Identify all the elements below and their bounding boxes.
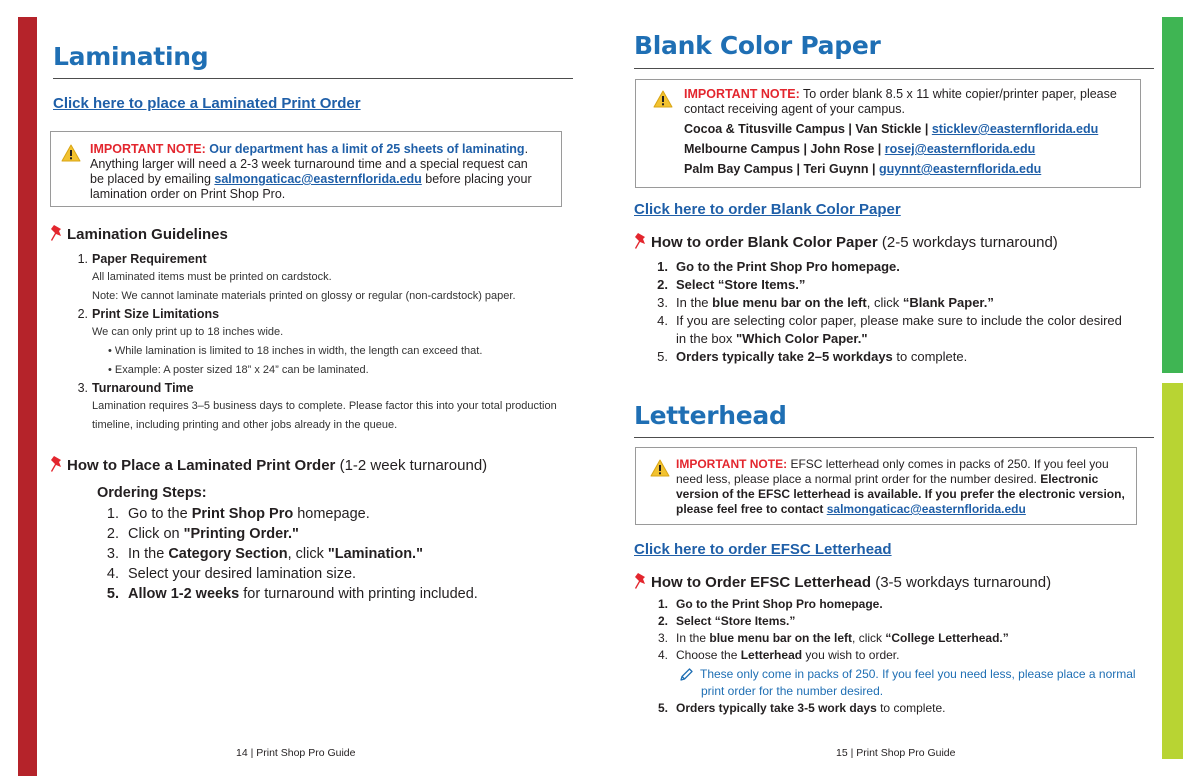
note-text: need less, please place a normal print order for the number desired. — [676, 472, 1037, 486]
step-num: 1. — [657, 597, 668, 611]
laminating-divider — [53, 78, 573, 79]
step-item — [648, 348, 1122, 366]
letterhead-steps — [648, 596, 1136, 717]
campus-contact — [684, 142, 1134, 157]
step-bold: blue menu bar on the left — [712, 295, 867, 310]
pushpin-icon — [50, 224, 64, 242]
step-item — [97, 584, 478, 604]
step-text: for turnaround with printing included. — [239, 586, 478, 602]
page-footer-right: 15 | Print Shop Pro Guide — [836, 747, 956, 759]
step-bold: "Lamination." — [327, 546, 423, 562]
guideline-num: 2. — [77, 307, 88, 321]
blank-howto-heading-text: How to order Blank Color Paper — [651, 234, 878, 251]
note-bold: please feel free to contact — [676, 502, 824, 516]
step-item — [97, 564, 478, 584]
step-text: , click — [852, 631, 886, 645]
step-num: 5. — [657, 349, 668, 364]
guideline-item — [72, 306, 557, 323]
letterhead-note-box — [635, 447, 1137, 525]
note-limit-text: Our department has a limit of 25 sheets of laminating — [209, 142, 525, 156]
pushpin-icon — [634, 232, 648, 250]
step-item — [97, 524, 478, 544]
blank-paper-divider — [634, 68, 1154, 69]
warning-icon — [650, 459, 670, 477]
step-num: 4. — [657, 313, 668, 328]
note-line-4: lamination order on Print Shop Pro. — [90, 187, 286, 201]
step-num: 4. — [106, 566, 119, 582]
note-line-3-pre: be placed by emailing — [90, 172, 211, 186]
note-email-link[interactable]: salmongaticac@easternflorida.edu — [214, 172, 422, 186]
step-bold: "Which Color Paper." — [736, 331, 868, 346]
laminating-title: Laminating — [53, 42, 209, 71]
blank-howto-heading — [634, 232, 1058, 251]
blank-paper-note-box — [635, 79, 1141, 188]
guideline-text: All laminated items must be printed on cardstock. — [92, 271, 332, 283]
note-bold: Electronic — [1040, 472, 1099, 486]
tip-note — [648, 666, 1136, 683]
pushpin-icon — [634, 572, 648, 590]
laminate-howto-heading-text: How to Place a Laminated Print Order — [67, 457, 336, 474]
step-num: 4. — [657, 648, 668, 662]
step-text: you wish to order. — [802, 648, 900, 662]
step-text: In the — [128, 546, 169, 562]
ordering-steps-label: Ordering Steps: — [97, 485, 207, 501]
note-text: EFSC letterhead only comes in packs of 250. If you feel you — [790, 457, 1109, 471]
guideline-bullet: • While lamination is limited to 18 inches in width, the length can exceed that. — [108, 345, 483, 357]
campus-email-link[interactable]: rosej@easternflorida.edu — [884, 142, 1036, 156]
step-text: to complete. — [876, 701, 946, 715]
step-item — [648, 312, 1122, 330]
step-bold: Select “Store Items.” — [676, 277, 806, 292]
blank-turnaround: (2-5 workdays turnaround) — [881, 234, 1058, 251]
guideline-text: Note: We cannot laminate materials printed on glossy or regular (non-cardstock) paper. — [92, 290, 516, 302]
laminate-howto-heading — [50, 455, 487, 474]
step-item-continued — [648, 330, 1122, 348]
step-num: 3. — [106, 546, 119, 562]
left-accent-bar — [18, 17, 37, 776]
note-text: To order blank 8.5 x 11 white copier/printer paper, please — [802, 87, 1117, 101]
note-label: IMPORTANT NOTE: — [676, 457, 788, 471]
step-bold: blue menu bar on the left — [709, 631, 853, 645]
step-bold: Orders typically take 3-5 work days — [676, 701, 877, 715]
campus-contact — [684, 122, 1134, 137]
step-item — [648, 613, 1136, 630]
step-item — [648, 700, 1136, 717]
note-label: IMPORTANT NOTE: — [684, 87, 800, 101]
letterhead-order-link[interactable]: Click here to order EFSC Letterhead — [634, 541, 892, 558]
step-num: 1. — [106, 506, 119, 522]
step-bold: Print Shop Pro — [191, 506, 294, 522]
tip-text: print order for the number desired. — [701, 684, 884, 698]
step-text: , click — [287, 546, 328, 562]
laminated-order-link[interactable]: Click here to place a Laminated Print Order — [53, 95, 361, 112]
step-item — [648, 294, 1122, 312]
letterhead-howto-heading — [634, 572, 1051, 591]
guideline-bullet: • Example: A poster sized 18” x 24” can be laminated. — [108, 364, 369, 376]
campus-label: Melbourne Campus | John Rose | — [684, 142, 882, 156]
guideline-text: timeline, including printing and other jobs already in the queue. — [92, 419, 398, 431]
step-bold: Select “Store Items.” — [676, 614, 796, 628]
right-accent-bar-green — [1162, 17, 1183, 373]
guidelines-heading-text: Lamination Guidelines — [67, 226, 228, 243]
step-text: In the — [676, 295, 713, 310]
laminate-steps — [97, 504, 478, 604]
step-item — [97, 544, 478, 564]
campus-contact — [684, 162, 1134, 177]
step-num: 2. — [657, 277, 668, 292]
step-text: in the box — [676, 331, 736, 346]
step-num: 2. — [106, 526, 119, 542]
step-num: 3. — [657, 631, 668, 645]
step-item — [97, 504, 478, 524]
step-item — [648, 276, 1122, 294]
step-text: In the — [676, 631, 710, 645]
letterhead-howto-heading-text: How to Order EFSC Letterhead — [651, 574, 872, 591]
step-text: homepage. — [293, 506, 370, 522]
note-line-3-post: before placing your — [425, 172, 532, 186]
step-text: to complete. — [892, 349, 968, 364]
step-bold: Allow 1-2 weeks — [128, 586, 240, 602]
step-item — [648, 596, 1136, 613]
step-bold: Letterhead — [740, 648, 803, 662]
letterhead-divider — [634, 437, 1154, 438]
letterhead-title: Letterhead — [634, 401, 787, 430]
step-text: Choose the — [676, 648, 741, 662]
laminating-note-box — [50, 131, 562, 207]
step-text: Click on — [128, 526, 184, 542]
step-bold: “College Letterhead.” — [885, 631, 1009, 645]
warning-icon — [61, 144, 81, 162]
guideline-num: 1. — [77, 252, 88, 266]
step-bold: Orders typically take 2–5 workdays — [676, 349, 893, 364]
laminate-turnaround: (1-2 week turnaround) — [339, 457, 488, 474]
step-item — [648, 630, 1136, 647]
guideline-title: Turnaround Time — [92, 381, 194, 395]
guidelines-heading — [50, 224, 228, 243]
campus-email-link[interactable]: sticklev@easternflorida.edu — [931, 122, 1099, 136]
note-email-link[interactable]: salmongaticac@easternflorida.edu — [826, 502, 1026, 516]
step-num: 2. — [657, 614, 668, 628]
step-bold: Go to the Print Shop Pro homepage. — [676, 597, 883, 611]
guideline-num: 3. — [77, 381, 88, 395]
guidelines-list — [72, 251, 557, 435]
step-bold: “Blank Paper.” — [902, 295, 994, 310]
pushpin-icon — [50, 455, 64, 473]
step-num: 5. — [106, 586, 119, 602]
step-item — [648, 647, 1136, 664]
guideline-text: We can only print up to 18 inches wide. — [92, 326, 284, 338]
step-bold: Go to the Print Shop Pro homepage. — [676, 259, 900, 274]
page-footer-left: 14 | Print Shop Pro Guide — [236, 747, 356, 759]
note-label: IMPORTANT NOTE: — [90, 142, 206, 156]
blank-paper-order-link[interactable]: Click here to order Blank Color Paper — [634, 201, 901, 218]
step-num: 5. — [657, 701, 668, 715]
blank-paper-title: Blank Color Paper — [634, 31, 881, 60]
step-bold: "Printing Order." — [183, 526, 299, 542]
campus-email-link[interactable]: guynnt@easternflorida.edu — [879, 162, 1042, 176]
guideline-title: Print Size Limitations — [92, 307, 220, 321]
note-bold: version of the EFSC letterhead is available. If you prefer the electronic version, — [676, 487, 1125, 501]
guideline-title: Paper Requirement — [92, 252, 207, 266]
step-text: , click — [866, 295, 903, 310]
right-accent-bar-lime — [1162, 383, 1183, 759]
campus-label: Palm Bay Campus | Teri Guynn | — [684, 162, 876, 176]
guideline-text: Lamination requires 3–5 business days to complete. Please factor this into your total production — [92, 400, 557, 412]
warning-icon — [653, 90, 673, 108]
step-bold: Category Section — [168, 546, 288, 562]
step-num: 1. — [657, 259, 668, 274]
guideline-item — [72, 251, 557, 268]
guideline-item — [72, 380, 557, 397]
tip-text: These only come in packs of 250. If you feel you need less, please place a normal — [700, 667, 1136, 681]
pencil-icon — [679, 667, 694, 682]
step-item — [648, 258, 1122, 276]
step-num: 3. — [657, 295, 668, 310]
note-period: . — [524, 142, 529, 156]
step-text: Select your desired lamination size. — [128, 566, 357, 582]
letterhead-turnaround: (3-5 workdays turnaround) — [875, 574, 1052, 591]
step-text: If you are selecting color paper, please make sure to include the color desired — [676, 313, 1122, 328]
note-text: contact receiving agent of your campus. — [684, 102, 905, 116]
step-text: Go to the — [128, 506, 192, 522]
campus-label: Cocoa & Titusville Campus | Van Stickle | — [684, 122, 929, 136]
blank-steps — [648, 258, 1122, 366]
note-line-2: Anything larger will need a 2-3 week turnaround time and a special request can — [90, 157, 528, 171]
